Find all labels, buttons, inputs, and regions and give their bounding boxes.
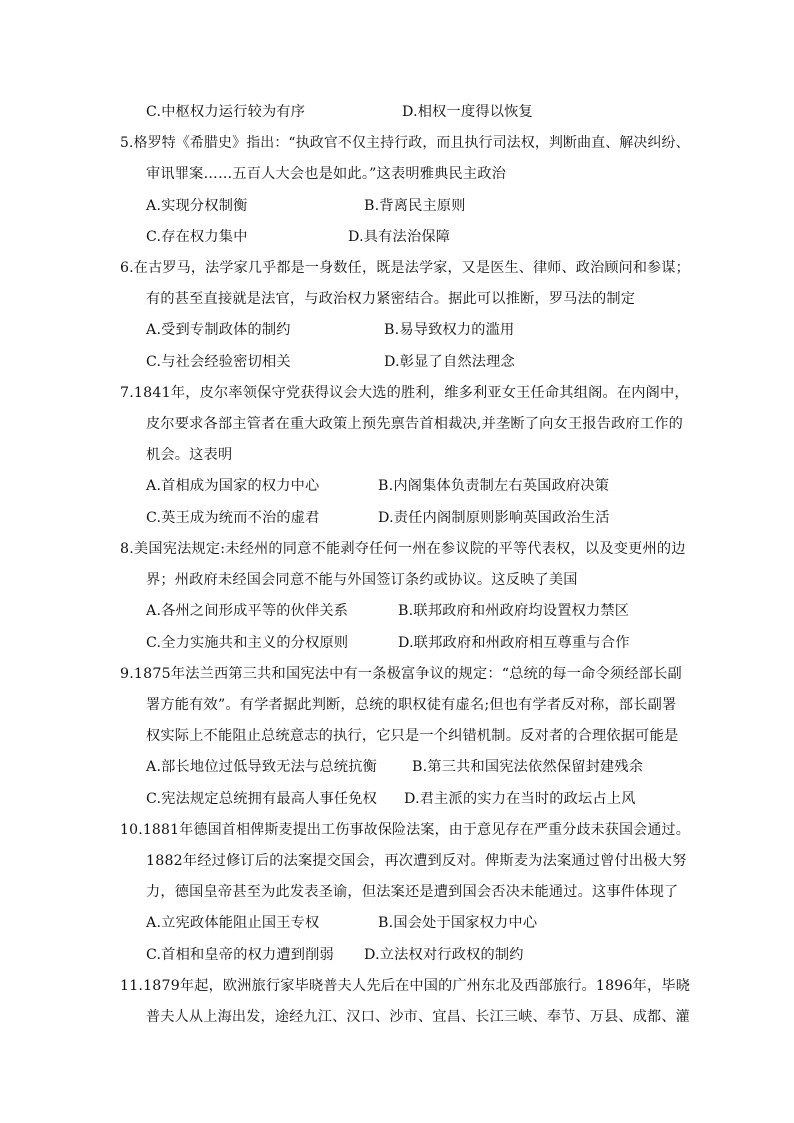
q7-option-b[interactable]: B.内阁集体负责制左右英国政府决策 [378, 478, 610, 494]
q5-stem-line-2: 审讯罪案……五百人大会也是如此。”这表明雅典民主政治 [146, 166, 507, 182]
q10-option-d[interactable]: D.立法权对行政权的制约 [364, 947, 524, 963]
q9-stem-line-3: 权实际上不能阻止总统意志的执行，它只是一个纠错机制。反对者的合理依据可能是 [146, 728, 679, 744]
q7-option-a[interactable]: A.首相成为国家的权力中心 [146, 478, 320, 494]
q5-option-b[interactable]: B.背离民主原则 [364, 198, 466, 214]
q10-stem-line-1: 10.1881年德国首相俾斯麦提出工伤事故保险法案，由于意见存在严重分歧未获国会通过。 [120, 822, 690, 838]
q7-option-c[interactable]: C.英王成为统而不治的虚君 [146, 510, 320, 526]
q7-stem-line-3: 机会。这表明 [146, 447, 233, 463]
q4-option-c[interactable]: C.中枢权力运行较为有序 [146, 104, 306, 120]
q8-option-a[interactable]: A.各州之间形成平等的伙伴关系 [146, 603, 349, 619]
q10-stem-line-3: 力，德国皇帝甚至为此发表圣谕，但法案还是遭到国会否决未能通过。这事件体现了 [146, 884, 679, 900]
q6-option-d[interactable]: D.彰显了自然法理念 [384, 354, 515, 370]
q7-stem-line-1: 7.1841年，皮尔率领保守党获得议会大选的胜利，维多利亚女王任命其组阁。在内阁中， [120, 385, 689, 401]
q8-option-c[interactable]: C.全力实施共和主义的分权原则 [146, 635, 349, 651]
q6-option-b[interactable]: B.易导致权力的滥用 [384, 322, 515, 338]
q5-stem-line-1: 5.格罗特《希腊史》指出：“执政官不仅主持行政，而且执行司法权，判断曲直、解决纠纷、 [120, 135, 690, 151]
q8-option-d[interactable]: D.联邦政府和州政府相互尊重与合作 [398, 635, 630, 651]
q8-stem-line-1: 8.美国宪法规定:未经州的同意不能剥夺任何一州在参议院的平等代表权，以及变更州的边 [120, 541, 686, 557]
q9-option-d[interactable]: D.君主派的实力在当时的政坛占上风 [404, 791, 636, 807]
q9-option-c[interactable]: C.宪法规定总统拥有最高人事任免权 [146, 791, 378, 807]
q10-option-a[interactable]: A.立宪政体能阻止国王专权 [146, 915, 320, 931]
q5-option-a[interactable]: A.实现分权制衡 [146, 198, 248, 214]
q6-option-c[interactable]: C.与社会经验密切相关 [146, 354, 291, 370]
q9-option-b[interactable]: B.第三共和国宪法依然保留封建残余 [412, 759, 644, 775]
q5-option-d[interactable]: D.具有法治保障 [348, 229, 451, 245]
q8-option-b[interactable]: B.联邦政府和州政府均设置权力禁区 [398, 603, 630, 619]
q9-stem-line-2: 署方能有效”。有学者据此判断，总统的职权徒有虚名;但也有学者反对称，部长副署 [146, 697, 677, 713]
q7-option-d[interactable]: D.责任内阁制原则影响英国政治生活 [378, 510, 610, 526]
q11-stem-line-2: 普夫人从上海出发，途经九江、汉口、沙市、宜昌、长江三峡、奉节、万县、成都、灌 [146, 1009, 691, 1025]
q10-option-b[interactable]: B.国会处于国家权力中心 [378, 915, 538, 931]
q5-option-c[interactable]: C.存在权力集中 [146, 229, 248, 245]
q6-stem-line-1: 6.在古罗马，法学家几乎都是一身数任，既是法学家，又是医生、律师、政治顾问和参谋； [120, 260, 690, 276]
q4-option-d[interactable]: D.相权一度得以恢复 [402, 104, 533, 120]
q11-stem-line-1: 11.1879年起，欧洲旅行家毕晓普夫人先后在中国的广州东北及西部旅行。1896年，毕晓 [120, 978, 691, 994]
q9-stem-line-1: 9.1875年法兰西第三共和国宪法中有一条极富争议的规定：“总统的每一命令须经部长副 [120, 666, 682, 682]
q6-option-a[interactable]: A.受到专制政体的制约 [146, 322, 291, 338]
q10-option-c[interactable]: C.首相和皇帝的权力遭到削弱 [146, 947, 334, 963]
q6-stem-line-2: 有的甚至直接就是法官，与政治权力紧密结合。据此可以推断，罗马法的制定 [146, 291, 636, 307]
q9-option-a[interactable]: A.部长地位过低导致无法与总统抗衡 [146, 759, 377, 775]
q10-stem-line-2: 1882年经过修订后的法案提交国会，再次遭到反对。俾斯麦为法案通过曾付出极大努 [146, 853, 687, 869]
q8-stem-line-2: 界；州政府未经国会同意不能与外国签订条约或协议。这反映了美国 [146, 572, 578, 588]
q7-stem-line-2: 皮尔要求各部主管者在重大政策上预先禀告首相裁决,并垄断了向女王报告政府工作的 [146, 416, 684, 432]
